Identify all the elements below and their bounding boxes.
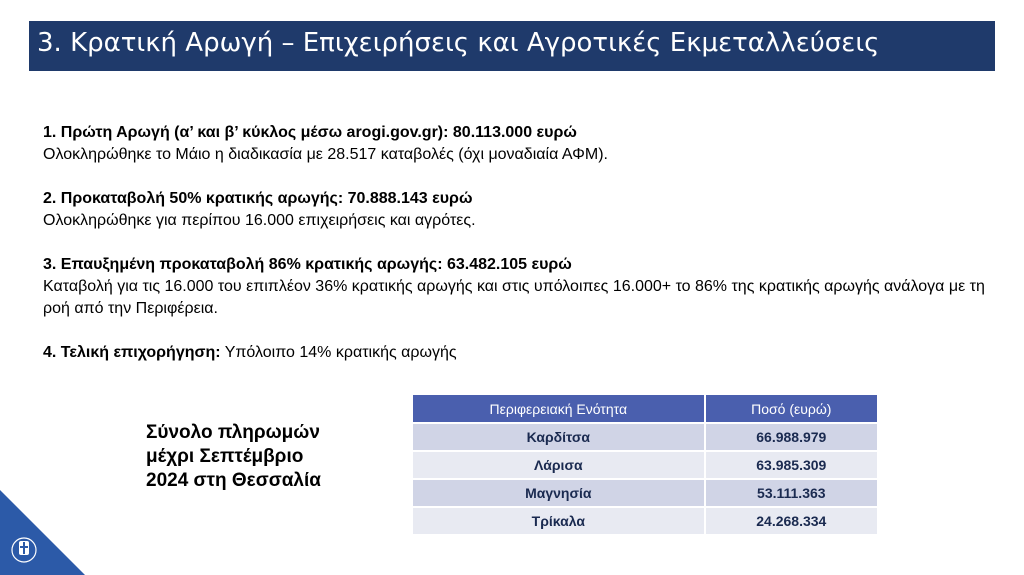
summary-label [146,421,321,493]
item-2-text: Ολοκληρώθηκε για περίπου 16.000 επιχειρήσεις και αγρότες. [43,212,476,229]
item-4-heading: 4. Τελική επιχορήγηση: [43,344,221,361]
content-list [43,122,993,386]
item-1-text: Ολοκληρώθηκε το Μάιο η διαδικασία με 28.517 καταβολές (όχι μοναδιαία ΑΦΜ). [43,146,608,163]
header-region: Περιφερειακή Ενότητα [413,395,705,423]
header-amount: Ποσό (ευρώ) [705,395,878,423]
table-row [413,507,878,534]
payments-table [413,395,879,534]
list-item-1 [43,122,993,166]
table-header-row [413,395,878,423]
corner-decoration [0,0,90,575]
item-2-heading: 2. Προκαταβολή 50% κρατικής αρωγής: 70.888.143 ευρώ [43,190,473,207]
summary-line-2: μέχρι Σεπτέμβριο [146,446,304,467]
cell-region: Τρίκαλα [413,507,705,534]
title-bar [29,21,995,71]
table-row [413,423,878,451]
slide-title: 3. Κρατική Αρωγή – Επιχειρήσεις και Αγροτικές Εκμεταλλεύσεις [37,28,880,58]
table-row [413,451,878,479]
item-3-text: Καταβολή για τις 16.000 του επιπλέον 36% κρατικής αρωγής και στις υπόλοιπες 16.000+ το 86% της κρατικής αρωγής ανάλογα με τη ροή από την Περιφέρεια. [43,278,985,317]
summary-line-1: Σύνολο πληρωμών [146,422,320,443]
list-item-3 [43,254,993,320]
list-item-2 [43,188,993,232]
table-row [413,479,878,507]
cell-region: Λάρισα [413,451,705,479]
cell-amount: 53.111.363 [705,479,878,507]
cell-amount: 24.268.334 [705,507,878,534]
item-1-heading: 1. Πρώτη Αρωγή (α’ και β’ κύκλος μέσω arogi.gov.gr): 80.113.000 ευρώ [43,124,577,141]
summary-line-3: 2024 στη Θεσσαλία [146,470,321,491]
list-item-4 [43,342,993,364]
item-3-heading: 3. Επαυξημένη προκαταβολή 86% κρατικής αρωγής: 63.482.105 ευρώ [43,256,572,273]
cell-amount: 63.985.309 [705,451,878,479]
cell-region: Μαγνησία [413,479,705,507]
cell-amount: 66.988.979 [705,423,878,451]
cell-region: Καρδίτσα [413,423,705,451]
item-4-text: Υπόλοιπο 14% κρατικής αρωγής [220,344,457,361]
